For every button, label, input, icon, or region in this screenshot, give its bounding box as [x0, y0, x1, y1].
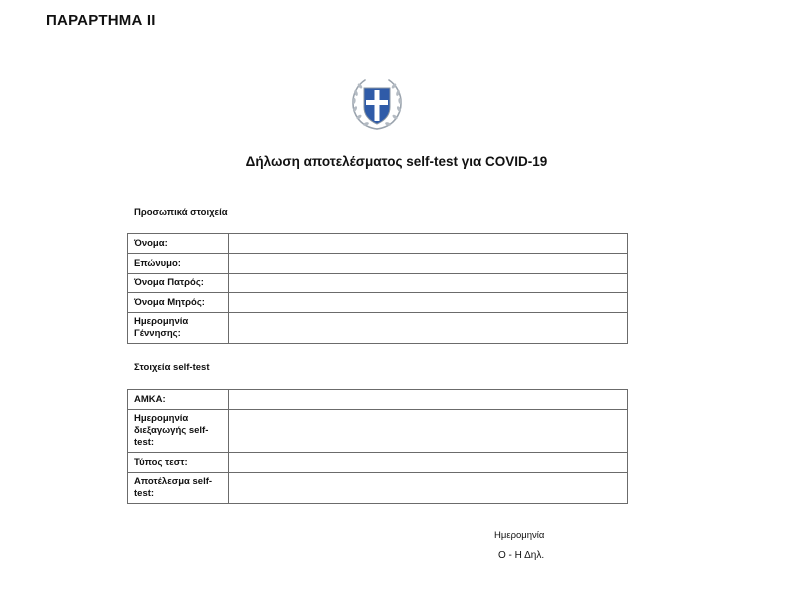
document-title: Δήλωση αποτελέσματος self-test για COVID-19	[245, 154, 548, 169]
last-name-label: Επώνυμο:	[128, 254, 229, 274]
test-type-label: Τύπος τεστ:	[128, 453, 229, 473]
test-result-label: Αποτέλεσμα self-test:	[128, 473, 229, 504]
personal-section-title: Προσωπικά στοιχεία	[134, 207, 228, 218]
self-test-table	[127, 389, 628, 504]
birth-date-label: Ημερομηνία Γέννησης:	[128, 313, 229, 344]
personal-info-table	[127, 233, 628, 344]
greek-state-emblem-icon	[347, 73, 407, 133]
mother-name-field[interactable]	[229, 293, 628, 313]
last-name-field[interactable]	[229, 254, 628, 274]
table-row	[128, 410, 628, 453]
test-section-title: Στοιχεία self-test	[134, 362, 210, 373]
first-name-field[interactable]	[229, 234, 628, 254]
table-row	[128, 453, 628, 473]
date-label: Ημερομηνία	[494, 530, 545, 541]
test-result-field[interactable]	[229, 473, 628, 504]
table-row	[128, 293, 628, 313]
first-name-label: Όνομα:	[128, 234, 229, 254]
table-row	[128, 254, 628, 274]
father-name-field[interactable]	[229, 274, 628, 293]
annex-title: ΠΑΡΑΡΤΗΜΑ ΙΙ	[46, 12, 156, 29]
father-name-label: Όνομα Πατρός:	[128, 274, 229, 293]
table-row	[128, 313, 628, 344]
table-row	[128, 234, 628, 254]
amka-field[interactable]	[229, 390, 628, 410]
table-row	[128, 390, 628, 410]
test-date-label: Ημερομηνία διεξαγωγής self-test:	[128, 410, 229, 453]
table-row	[128, 473, 628, 504]
test-date-field[interactable]	[229, 410, 628, 453]
test-type-field[interactable]	[229, 453, 628, 473]
birth-date-field[interactable]	[229, 313, 628, 344]
signer-label: Ο - Η Δηλ.	[498, 550, 545, 561]
table-row	[128, 274, 628, 293]
amka-label: ΑΜΚΑ:	[128, 390, 229, 410]
mother-name-label: Όνομα Μητρός:	[128, 293, 229, 313]
